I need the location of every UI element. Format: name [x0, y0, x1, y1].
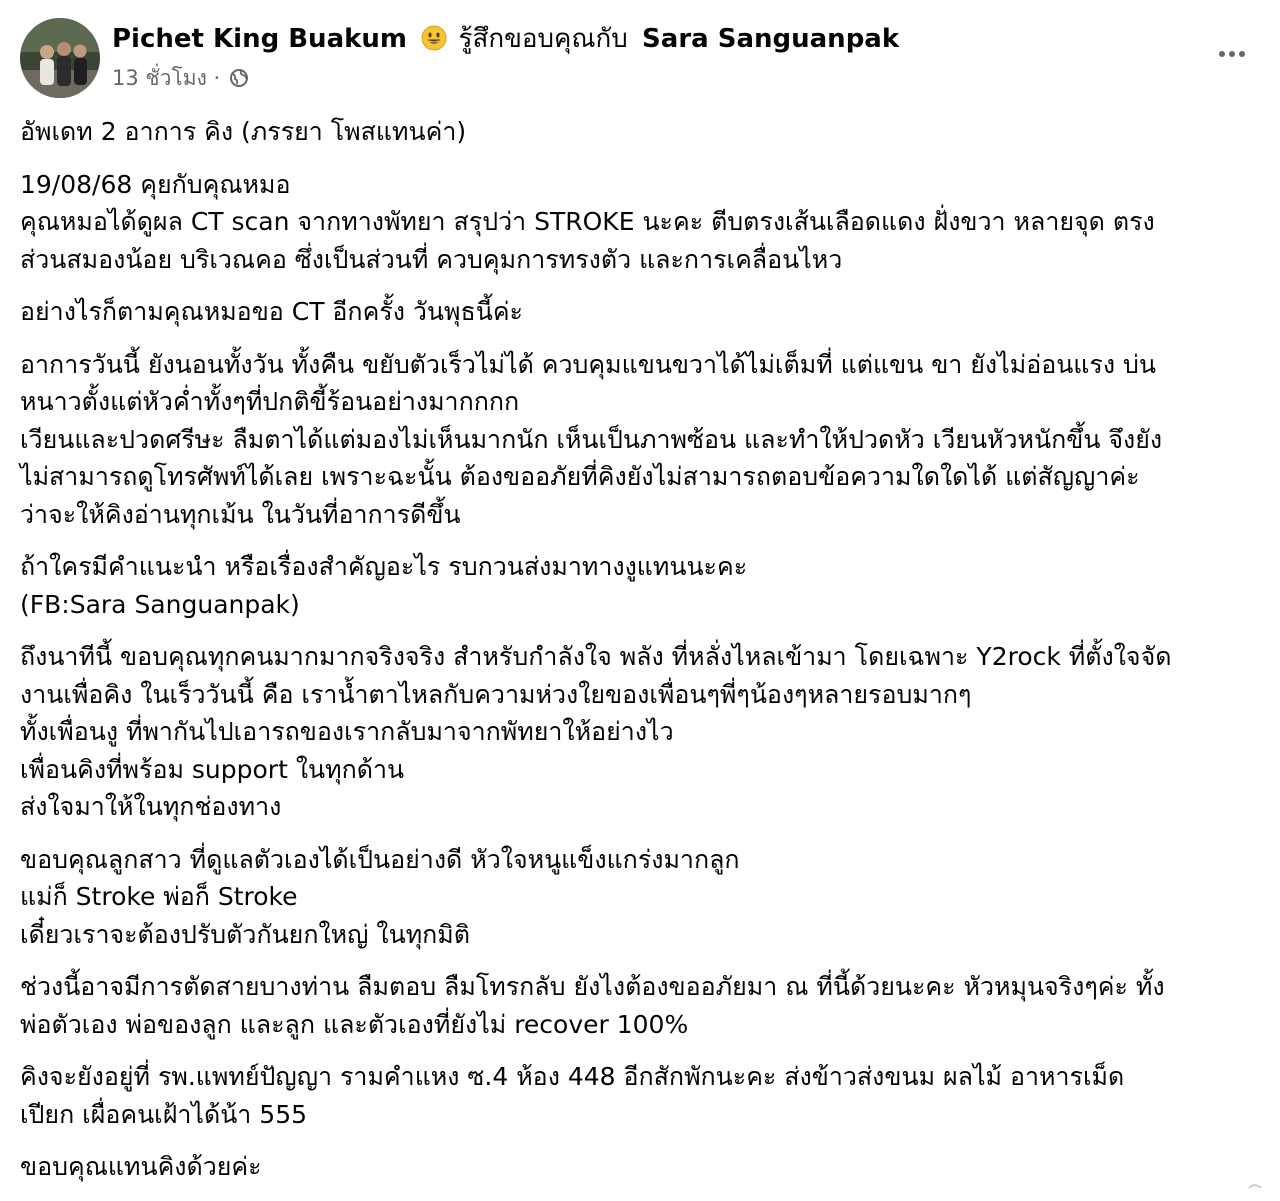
paragraph [20, 548, 1260, 623]
more-options-button[interactable] [1204, 34, 1260, 74]
text-line: คิงจะยังอยู่ที่ รพ.แพทย์ปัญญา รามคำแหง ซ.4 ห้อง 448 อีกสักพักนะคะ ส่งข้าวส่งขนม ผลไม้ อาหารเม็ด [20, 1062, 1125, 1091]
text-line: พ่อตัวเอง พ่อของลูก และลูก และตัวเองที่ยังไม่ recover 100% [20, 1009, 689, 1039]
text-line: ว่าจะให้คิงอ่านทุกเม้น ในวันที่อาการดีขึ้น [20, 499, 461, 529]
globe-icon[interactable] [229, 68, 249, 88]
paragraph [20, 968, 1260, 1043]
paragraph [20, 1058, 1260, 1133]
meta-separator: · [213, 66, 221, 90]
paragraph [20, 293, 1260, 331]
text-line: อัพเดท 2 อาการ คิง (ภรรยา โพสแทนค่า) [20, 117, 467, 146]
text-line: เวียนและปวดศรีษะ ลืมตาได้แต่มองไม่เห็นมากนัก เห็นเป็นภาพซ้อน และทำให้ปวดหัว เวียนหัวหนักขึ้น จึงยัง [20, 424, 1163, 454]
text-line: ถึงนาทีนี้ ขอบคุณทุกคนมากมากจริงจริง สำหรับกำลังใจ พลัง ที่หลั่งไหลเข้ามา โดยเฉพาะ Y2rock ที่ตั้งใจจัด [20, 642, 1172, 671]
text-line: เพื่อนคิงที่พร้อม support ในทุกด้าน [20, 754, 405, 784]
paragraph [20, 113, 1260, 151]
text-line: ส่วนสมองน้อย บริเวณคอ ซึ่งเป็นส่วนที่ ควบคุมการทรงตัว และการเคลื่อนไหว [20, 244, 843, 274]
timestamp-link[interactable]: 13 ชั่วโมง [112, 66, 207, 90]
paragraph [20, 346, 1260, 534]
avatar[interactable] [20, 18, 100, 98]
text-line: 19/08/68 คุยกับคุณหมอ [20, 169, 291, 199]
text-line: ขอบคุณแทนคิงด้วยค่ะ [20, 1152, 262, 1181]
more-options-icon [1229, 51, 1235, 57]
text-line: ถ้าใครมีคำแนะนำ หรือเรื่องสำคัญอะไร รบกวนส่งมาทางงูแทนนะคะ [20, 552, 748, 581]
more-options-icon [1219, 51, 1225, 57]
text-line: แม่ก็ Stroke พ่อก็ Stroke [20, 882, 298, 911]
text-line: คุณหมอได้ดูผล CT scan จากทางพัทยา สรุปว่า STROKE นะคะ ตีบตรงเส้นเลือดแดง ฝั่งขวา หลายจุด ตรง [20, 207, 1155, 236]
text-line: อย่างไรก็ตามคุณหมอขอ CT อีกครั้ง วันพุธนี้ค่ะ [20, 297, 523, 326]
text-line: ขอบคุณลูกสาว ที่ดูแลตัวเองได้เป็นอย่างดี หัวใจหนูแข็งแกร่งมากลูก [20, 844, 740, 874]
paragraph [20, 1148, 1260, 1186]
post-title-line [112, 21, 899, 57]
paragraph [20, 166, 1260, 279]
text-line: งานเพื่อคิง ในเร็ววันนี้ คือ เราน้ำตาไหลกับความห่วงใยของเพื่อนๆพี่ๆน้องๆหลายรอบมากๆ [20, 679, 972, 709]
text-line: เดี๋ยวเราจะต้องปรับตัวกันยกใหญ่ ในทุกมิติ [20, 919, 471, 949]
author-name-link[interactable]: Pichet King Buakum [112, 24, 408, 54]
avatar-photo [20, 18, 100, 98]
feeling-text: รู้สึกขอบคุณกับ [458, 24, 628, 54]
post-meta [112, 64, 249, 92]
post-body [20, 113, 1260, 1201]
text-line: ไม่สามารถดูโทรศัพท์ได้เลย เพราะฉะนั้น ต้องขออภัยที่คิงยังไม่สามารถตอบข้อความใดใดได้ แต่สัญญาค่ะ [20, 462, 1140, 491]
grinning-face-icon [421, 25, 447, 51]
scroll-edge-mark [1248, 1183, 1262, 1189]
paragraph [20, 638, 1260, 826]
more-options-icon [1239, 51, 1245, 57]
text-line: (FB:Sara Sanguanpak) [20, 589, 300, 619]
text-line: ส่งใจมาให้ในทุกช่องทาง [20, 792, 282, 821]
text-line: ช่วงนี้อาจมีการตัดสายบางท่าน ลืมตอบ ลืมโทรกลับ ยังไงต้องขออภัยมา ณ ที่นี้ด้วยนะคะ หัวหมุนจริงๆค่ะ ทั้ง [20, 972, 1165, 1001]
paragraph [20, 841, 1260, 954]
text-line: หนาวตั้งแต่หัวค่ำทั้งๆที่ปกติขี้ร้อนอย่างมากกกก [20, 387, 520, 416]
tagged-user-link[interactable]: Sara Sanguanpak [642, 24, 900, 54]
text-line: เปียก เผื่อคนเฝ้าได้น้า 555 [20, 1099, 307, 1129]
text-line: ทั้งเพื่อนงู ที่พากันไปเอารถของเรากลับมาจากพัทยาให้อย่างไว [20, 717, 674, 746]
post-header [20, 18, 1260, 98]
text-line: อาการวันนี้ ยังนอนทั้งวัน ทั้งคืน ขยับตัวเร็วไม่ได้ ควบคุมแขนขวาได้ไม่เต็มที่ แต่แขน ขา ยังไม่อ่อนแรง บ่น [20, 349, 1156, 379]
